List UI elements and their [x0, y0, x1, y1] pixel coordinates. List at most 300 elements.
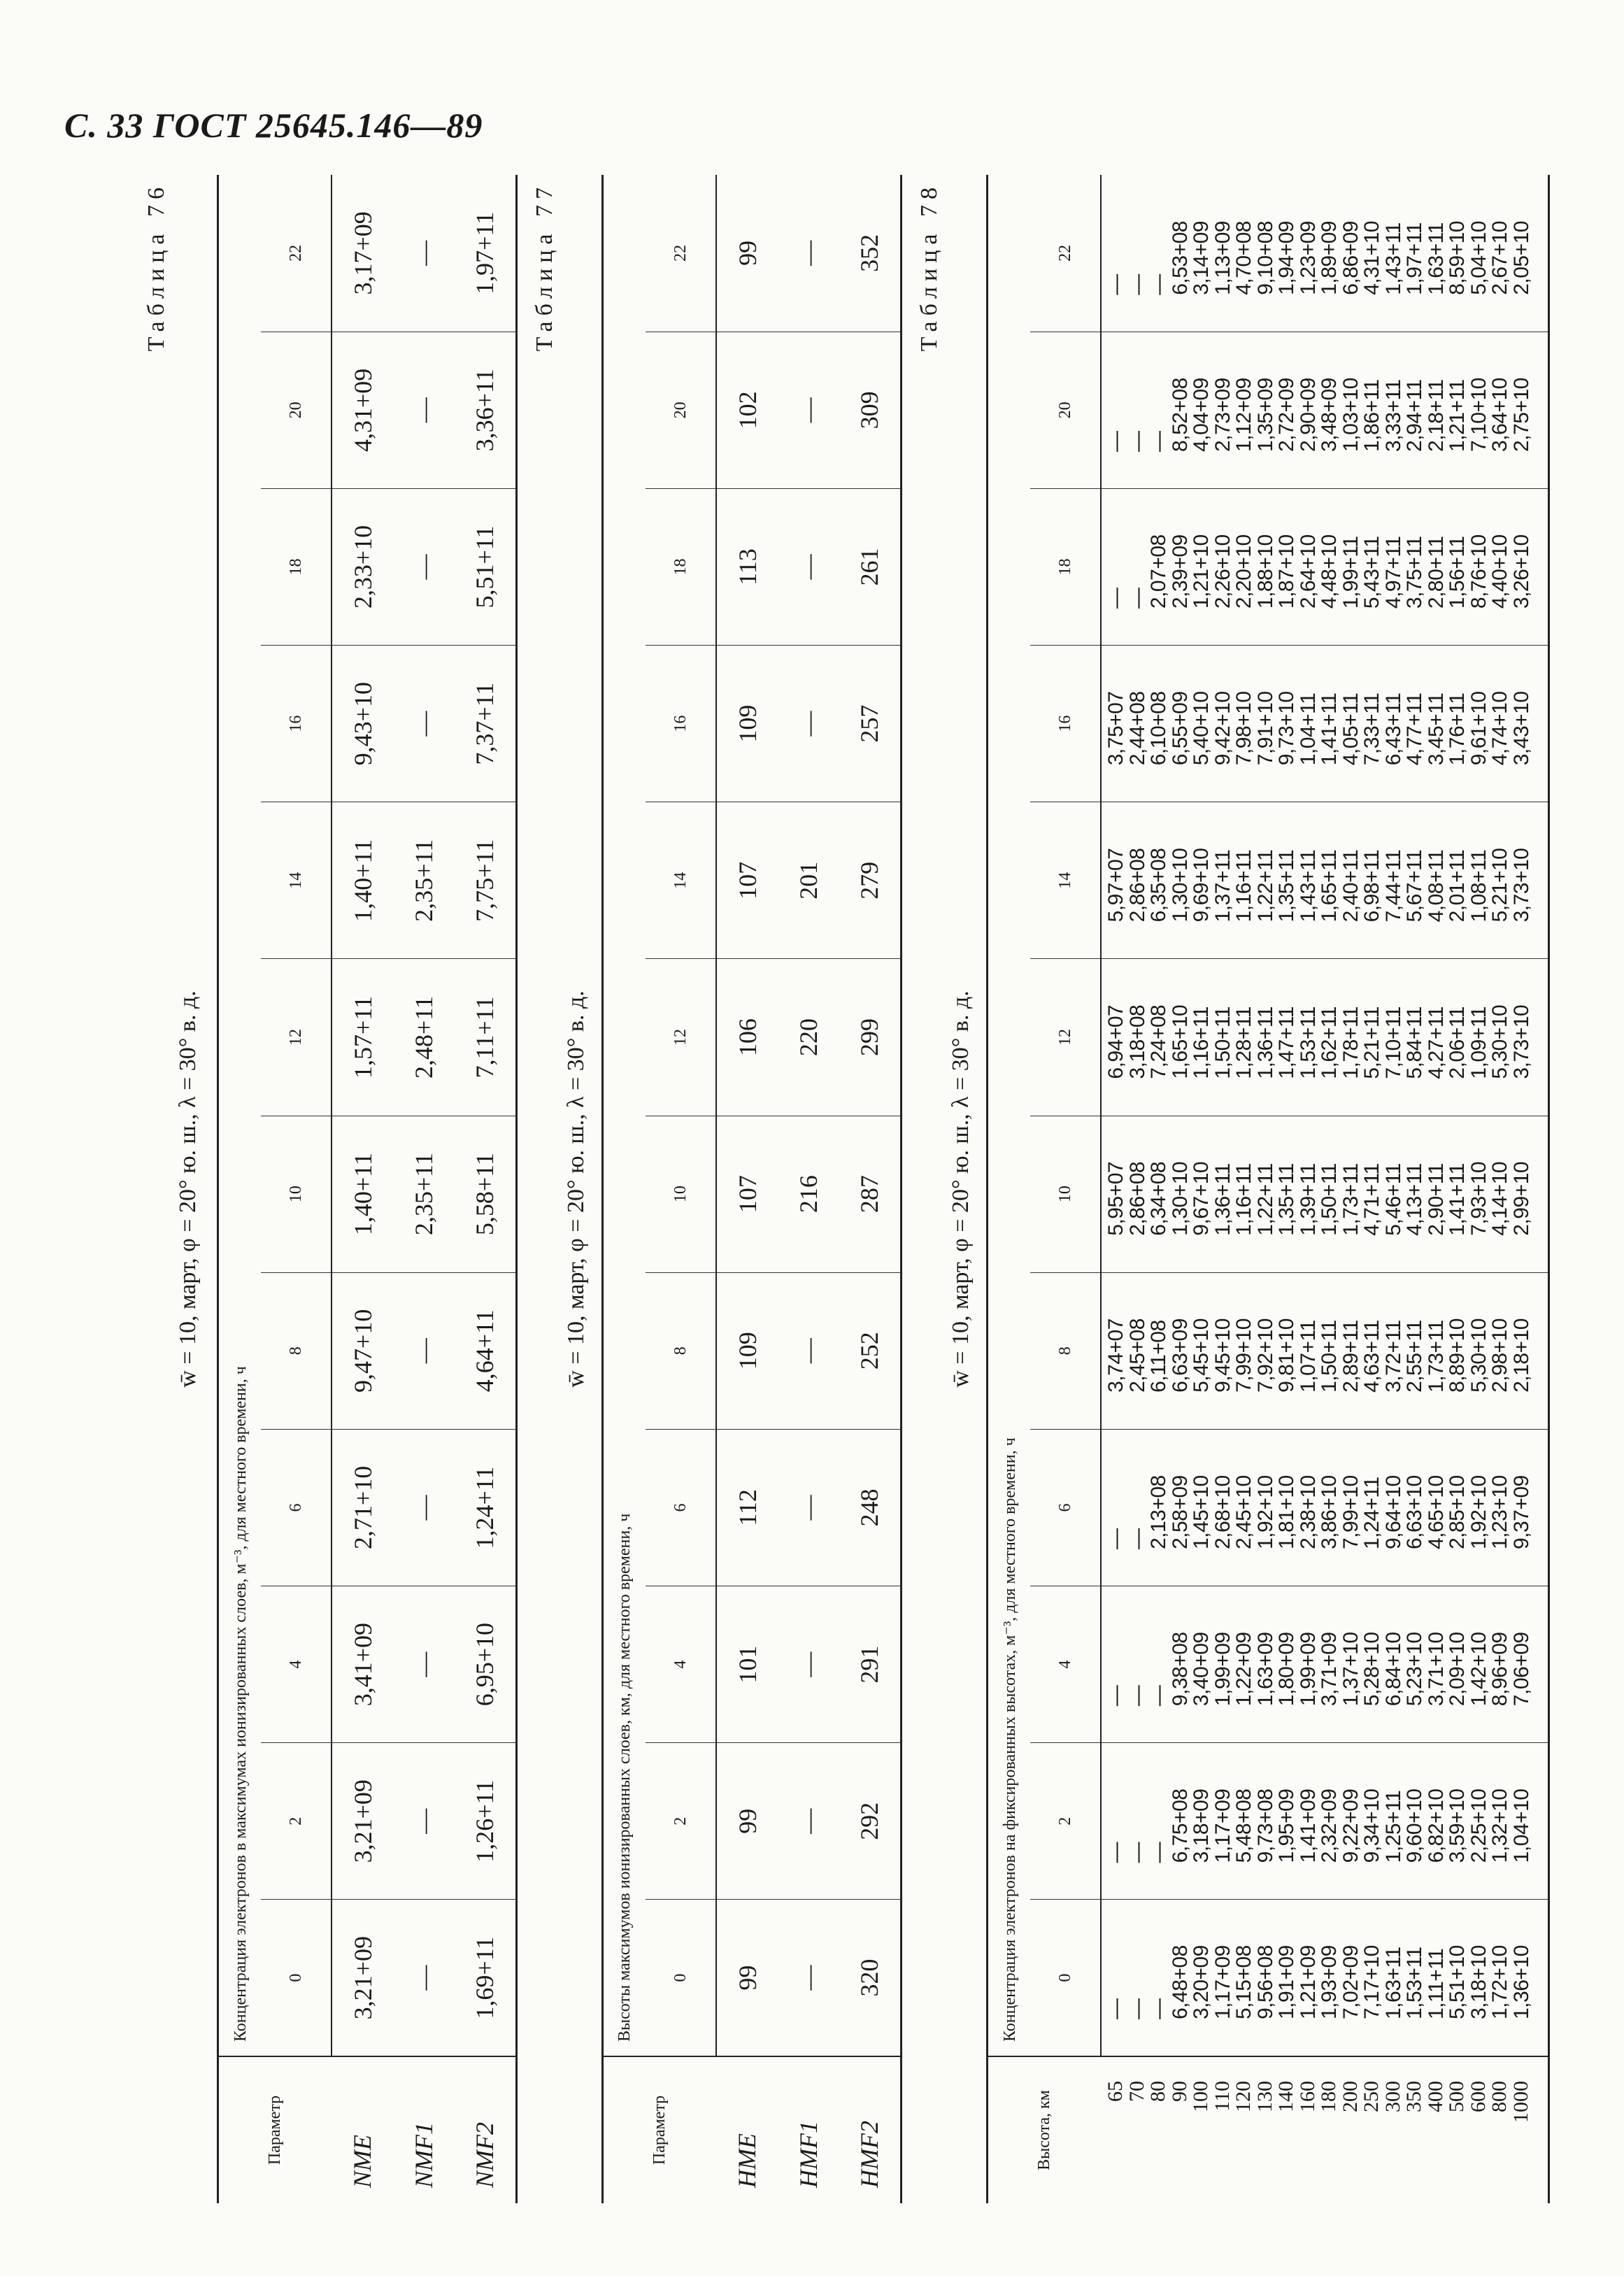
table-cell: 7,37+11	[455, 646, 516, 802]
table-cell: —	[778, 488, 839, 645]
table-cell: 6,34+08	[1147, 1161, 1170, 1236]
table-cell: 2,32+09	[1318, 1788, 1341, 1863]
table-cell: —	[778, 1429, 839, 1586]
table-cell: 1,36+10	[1509, 1945, 1533, 2019]
table-cell: 1,47+11	[1275, 1007, 1298, 1079]
table-cell: —	[393, 1900, 455, 2056]
table-cell: 1,11+11	[1424, 1948, 1448, 2019]
table-cell: 1,41+11	[1318, 692, 1341, 766]
table-row	[778, 175, 839, 2203]
row-label: HMF1	[778, 2056, 839, 2203]
table-cell: 113	[716, 488, 778, 645]
table-cell: 4,05+11	[1339, 692, 1362, 766]
table-cell: 7,92+10	[1253, 1318, 1277, 1393]
table-cell: 1,41+11	[1446, 1163, 1469, 1236]
table-cell: 1,92+10	[1253, 1475, 1277, 1550]
table-cell: 5,21+10	[1488, 848, 1511, 923]
page-header: С. 33 ГОСТ 25645.146—89	[64, 106, 483, 145]
table-cell: 7,91+10	[1253, 691, 1277, 766]
hour-header: 12	[646, 959, 716, 1116]
table-77-label: Таблица 77	[532, 182, 557, 352]
table-cell: 1,04+10	[1509, 1788, 1533, 1863]
table-cell: 6,63+09	[1168, 1318, 1192, 1393]
hour-header: 6	[1030, 1429, 1101, 1586]
hour-header: 4	[646, 1586, 716, 1743]
table-cell: 2,90+09	[1296, 378, 1320, 452]
table-cell: —	[778, 332, 839, 488]
table-cell: 6,63+10	[1403, 1475, 1426, 1550]
table-cell: 1,76+11	[1446, 692, 1469, 766]
hour-header: 16	[1030, 646, 1101, 802]
table-cell: —	[1147, 1685, 1170, 1707]
table-cell: —	[393, 1272, 455, 1429]
table-cell: 4,13+11	[1403, 1163, 1426, 1236]
table-cell: 1,30+10	[1168, 848, 1192, 923]
table-cell: —	[1125, 1842, 1149, 1863]
table-cell: 2,75+10	[1509, 378, 1533, 452]
table-cell: —	[393, 1586, 455, 1743]
table-cell: 6,10+08	[1147, 691, 1170, 766]
table-cell: 3,75+07	[1104, 691, 1127, 766]
hour-column	[1101, 802, 1548, 959]
table-cell: 2,99+10	[1509, 1161, 1533, 1236]
table-cell: 6,43+11	[1381, 692, 1405, 766]
table-cell: 4,08+11	[1424, 849, 1448, 923]
row-label: NMF1	[393, 2056, 455, 2203]
table-cell: 2,07+08	[1147, 534, 1170, 609]
table-cell: 1,23+10	[1488, 1475, 1511, 1550]
table-cell: 112	[716, 1429, 778, 1586]
table-cell: 2,18+11	[1424, 379, 1448, 452]
table-cell: 1,97+11	[1403, 222, 1426, 295]
table-cell: 5,04+10	[1467, 221, 1490, 295]
table-cell: —	[393, 332, 455, 488]
table-cell: 7,02+09	[1339, 1945, 1362, 2019]
table-cell: 2,86+08	[1125, 848, 1149, 923]
table-76-caption: w̄ = 10, март, φ = 20° ю. ш., λ = 30° в. д.	[175, 990, 201, 1388]
table-cell: 1,80+09	[1275, 1632, 1298, 1707]
table-cell: —	[1125, 1998, 1149, 2019]
table-cell: 320	[839, 1900, 901, 2056]
hour-header: 16	[646, 646, 716, 802]
table-cell: —	[1104, 1998, 1127, 2019]
table-cell: 5,45+10	[1190, 1318, 1213, 1393]
table-cell: 1,22+09	[1232, 1632, 1255, 1707]
table-cell: 5,95+07	[1104, 1161, 1127, 1236]
row-label: HME	[716, 2056, 778, 2203]
table-cell: 3,18+10	[1467, 1945, 1490, 2019]
table-cell: 5,15+08	[1232, 1945, 1255, 2019]
table-cell: 1,12+09	[1232, 378, 1255, 452]
table-cell: 2,01+11	[1446, 849, 1469, 923]
hour-column	[1101, 175, 1548, 332]
table-cell: 3,74+07	[1104, 1318, 1127, 1393]
altitude-value: 400	[1423, 2081, 1447, 2112]
hour-header: 14	[261, 802, 332, 959]
table-cell: —	[1147, 431, 1170, 452]
hour-header: 6	[261, 1429, 332, 1586]
table-row	[1101, 175, 1548, 2203]
table-cell: 2,85+10	[1446, 1475, 1469, 1550]
table-cell: 1,45+10	[1190, 1475, 1213, 1550]
table-cell: 9,22+09	[1339, 1788, 1362, 1863]
table-cell: 5,58+11	[455, 1116, 516, 1272]
table-cell: 1,88+10	[1253, 534, 1277, 609]
hour-header: 10	[261, 1116, 332, 1272]
table-78-label: Таблица 78	[916, 182, 942, 352]
param-header: Параметр	[218, 2056, 332, 2203]
table-cell: 1,73+11	[1339, 1163, 1362, 1236]
table-cell: —	[778, 1586, 839, 1743]
table-cell: 1,22+11	[1253, 849, 1277, 923]
table-cell: 1,69+11	[455, 1900, 516, 2056]
altitude-value: 200	[1338, 2081, 1362, 2112]
hour-header: 14	[1030, 802, 1101, 959]
table-cell: 1,23+09	[1296, 221, 1320, 295]
table-cell: 101	[716, 1586, 778, 1743]
table-cell: 107	[716, 802, 778, 959]
hour-header: 10	[646, 1116, 716, 1272]
table-cell: 9,43+10	[332, 646, 393, 802]
table-cell: 309	[839, 332, 901, 488]
altitude-value: 1000	[1509, 2081, 1532, 2123]
table-cell: 3,73+10	[1509, 1004, 1533, 1079]
table-cell: —	[1104, 1685, 1127, 1707]
table-cell: 3,21+09	[332, 1900, 393, 2056]
table-cell: 2,73+09	[1211, 378, 1234, 452]
table-cell: 8,76+10	[1467, 534, 1490, 609]
table-row	[455, 175, 516, 2203]
table-cell: 4,77+11	[1403, 692, 1426, 766]
table-row	[839, 175, 901, 2203]
table-cell: —	[1125, 274, 1149, 295]
table-cell: 2,33+10	[332, 488, 393, 645]
table-cell: 2,86+08	[1125, 1161, 1149, 1236]
table-cell: 1,17+09	[1211, 1945, 1234, 2019]
table-cell: 3,72+11	[1381, 1320, 1405, 1393]
altitude-value: 100	[1189, 2081, 1212, 2112]
hours-row	[1030, 175, 1101, 2203]
table-cell: 4,64+11	[455, 1272, 516, 1429]
table-cell: 1,42+10	[1467, 1632, 1490, 1707]
table-cell: 1,25+11	[1381, 1790, 1405, 1863]
hour-column	[1101, 1743, 1548, 1900]
table-77-block	[532, 175, 944, 2203]
table-cell: —	[1104, 1842, 1127, 1863]
rotated-content	[119, 175, 1553, 2203]
table-cell: 2,71+10	[332, 1429, 393, 1586]
altitude-value: 500	[1445, 2081, 1468, 2112]
altitude-value: 300	[1381, 2081, 1404, 2112]
table-cell: —	[778, 1272, 839, 1429]
table-cell: 1,08+11	[1467, 849, 1490, 923]
altitude-value: 600	[1466, 2081, 1490, 2112]
table-cell: 1,43+11	[1381, 222, 1405, 295]
table-cell: 2,20+10	[1232, 534, 1255, 609]
table-cell: 3,14+09	[1190, 221, 1213, 295]
hour-header: 20	[1030, 332, 1101, 488]
table-cell: 1,89+09	[1318, 221, 1341, 295]
table-cell: 1,16+11	[1232, 849, 1255, 923]
table-cell: 1,53+11	[1296, 1007, 1320, 1079]
table-cell: 248	[839, 1429, 901, 1586]
table-cell: 1,93+09	[1318, 1945, 1341, 2019]
table-cell: 2,05+10	[1509, 221, 1533, 295]
table-cell: 2,35+11	[393, 802, 455, 959]
table-cell: 2,89+11	[1339, 1320, 1362, 1393]
table-cell: 5,84+11	[1403, 1007, 1426, 1079]
row-label: NMF2	[455, 2056, 516, 2203]
altitude-value: 160	[1295, 2081, 1319, 2112]
table-cell: 1,92+10	[1467, 1475, 1490, 1550]
table-cell: 8,96+09	[1488, 1632, 1511, 1707]
table-cell: 1,40+11	[332, 1116, 393, 1272]
table-cell: 9,73+08	[1253, 1788, 1277, 1863]
table-row	[393, 175, 455, 2203]
table-cell: 4,31+09	[332, 332, 393, 488]
hour-column	[1101, 1429, 1548, 1586]
hour-column	[1101, 1586, 1548, 1743]
hour-column	[1101, 1272, 1548, 1429]
hour-header: 6	[646, 1429, 716, 1586]
hour-header: 2	[261, 1743, 332, 1900]
table-cell: 7,10+10	[1467, 378, 1490, 452]
table-cell: 1,22+11	[1253, 1163, 1277, 1236]
table-cell: 6,98+11	[1360, 849, 1383, 923]
table-cell: 2,25+10	[1467, 1788, 1490, 1863]
hour-header: 22	[1030, 175, 1101, 332]
table-cell: 1,50+11	[1211, 1007, 1234, 1079]
table-cell: —	[778, 1900, 839, 2056]
table-cell: 99	[733, 240, 762, 266]
hour-header: 20	[646, 332, 716, 488]
table-78-block	[916, 175, 1553, 2203]
table-cell: 3,64+10	[1488, 378, 1511, 452]
table-cell: 8,52+08	[1168, 378, 1192, 452]
table-cell: 2,35+11	[393, 1116, 455, 1272]
table-cell: 2,58+09	[1168, 1475, 1192, 1550]
table-cell: —	[778, 1743, 839, 1900]
table-cell: 3,21+09	[332, 1743, 393, 1900]
hour-header: 22	[646, 175, 716, 332]
table-cell: 109	[716, 1272, 778, 1429]
table-cell: —	[1104, 274, 1127, 295]
altitude-value: 250	[1360, 2081, 1383, 2112]
table-cell: —	[1125, 431, 1149, 452]
table-cell: 9,42+10	[1211, 691, 1234, 766]
table-cell: 6,94+07	[1104, 1004, 1127, 1079]
hour-header: 0	[261, 1900, 332, 2056]
table-cell: 5,21+11	[1360, 1007, 1383, 1079]
table-76-block	[143, 175, 539, 2203]
hour-header: 8	[646, 1272, 716, 1429]
hour-header: 18	[1030, 488, 1101, 645]
altitude-value: 140	[1274, 2081, 1297, 2112]
table-cell: 4,48+10	[1318, 534, 1341, 609]
table-cell: 9,45+10	[1211, 1318, 1234, 1393]
table-cell: 2,39+09	[1168, 534, 1192, 609]
table-cell: 2,38+10	[1296, 1475, 1320, 1550]
table-cell: —	[393, 1429, 455, 1586]
table-cell: 201	[778, 802, 839, 959]
table-cell: —	[1147, 274, 1170, 295]
hour-header: 16	[261, 646, 332, 802]
table-cell: 3,17+09	[348, 211, 377, 295]
table-cell: 2,68+10	[1211, 1475, 1234, 1550]
altitude-value: 90	[1167, 2081, 1191, 2102]
table-cell: 7,99+10	[1232, 1318, 1255, 1393]
table-cell: 7,10+11	[1381, 1007, 1405, 1079]
table-cell: —	[1104, 431, 1127, 452]
table-cell: 1,04+11	[1296, 692, 1320, 766]
table-cell: 6,11+08	[1147, 1320, 1170, 1393]
table-cell: —	[795, 240, 822, 266]
table-cell: 1,73+11	[1424, 1320, 1448, 1393]
table-cell: 9,34+10	[1360, 1788, 1383, 1863]
table-cell: 107	[716, 1116, 778, 1272]
table-cell: 1,72+10	[1488, 1945, 1511, 2019]
table-cell: 7,24+08	[1147, 1004, 1170, 1079]
hour-header: 18	[261, 488, 332, 645]
hour-column	[1101, 1116, 1548, 1272]
table-cell: 1,63+11	[1424, 222, 1448, 295]
table-cell: 1,87+10	[1275, 534, 1298, 609]
altitude-value: 110	[1210, 2081, 1234, 2112]
hour-header: 14	[646, 802, 716, 959]
table-cell: 1,63+09	[1253, 1632, 1277, 1707]
table-cell: —	[393, 488, 455, 645]
altitude-value: 70	[1125, 2081, 1148, 2102]
table-cell: 5,43+11	[1360, 536, 1383, 609]
table-cell: 9,67+10	[1190, 1161, 1213, 1236]
table-cell: 99	[716, 1900, 778, 2056]
table-cell: 9,61+10	[1467, 691, 1490, 766]
table-78-caption: w̄ = 10, март, φ = 20° ю. ш., λ = 30° в. д.	[948, 990, 974, 1388]
table-cell: 1,99+09	[1211, 1632, 1234, 1707]
table-cell: 4,14+10	[1488, 1161, 1511, 1236]
table-cell: 261	[839, 488, 901, 645]
table-cell: 2,80+11	[1424, 536, 1448, 609]
table-cell: 4,31+10	[1360, 221, 1383, 295]
table-cell: 1,78+11	[1339, 1007, 1362, 1079]
table-cell: 3,59+10	[1446, 1788, 1469, 1863]
table-cell: 2,94+11	[1403, 379, 1426, 452]
table-cell: 1,43+11	[1296, 849, 1320, 923]
table-cell: 4,71+11	[1360, 1163, 1383, 1236]
table-cell: —	[1125, 588, 1149, 609]
table-cell: 2,55+11	[1403, 1320, 1426, 1393]
table-cell: 1,56+11	[1446, 536, 1469, 609]
table-cell: 252	[839, 1272, 901, 1429]
table-cell: 352	[839, 175, 901, 332]
hour-column	[1101, 646, 1548, 802]
table-cell: 5,30+10	[1467, 1318, 1490, 1393]
table-cell: 9,10+08	[1253, 221, 1277, 295]
table-cell: 2,09+10	[1446, 1632, 1469, 1707]
table-cell: 1,30+10	[1168, 1161, 1192, 1236]
table-cell: —	[393, 646, 455, 802]
hour-header: 0	[646, 1900, 716, 2056]
table-cell: 3,40+09	[1190, 1632, 1213, 1707]
hour-header: 2	[1030, 1743, 1101, 1900]
table-cell: 7,06+09	[1509, 1632, 1533, 1707]
table-cell: 1,91+09	[1275, 1945, 1298, 2019]
table-cell: 1,37+10	[1339, 1632, 1362, 1707]
table-78-subcaption: Концентрация электронов на фиксированных высотах, м⁻³, для местного времени, ч	[988, 175, 1031, 2056]
param-header: Параметр	[603, 2056, 717, 2203]
table-cell: 4,70+08	[1232, 221, 1255, 295]
table-cell: 3,18+08	[1125, 1004, 1149, 1079]
table-cell: 1,24+11	[1360, 1477, 1383, 1550]
table-cell: 257	[839, 646, 901, 802]
table-cell: 6,75+08	[1168, 1788, 1192, 1863]
table-cell: 2,18+10	[1509, 1318, 1533, 1393]
altitude-value: 80	[1146, 2081, 1169, 2102]
table-cell: 6,95+10	[455, 1586, 516, 1743]
table-cell: 109	[716, 646, 778, 802]
table-77-subcaption: Высоты максимумов ионизированных слоев, км, для местного времени, ч	[603, 175, 646, 2056]
table-cell: 1,57+11	[332, 959, 393, 1116]
table-cell: 106	[716, 959, 778, 1116]
table-cell: 1,37+11	[1211, 849, 1234, 923]
table-cell: —	[1104, 1528, 1127, 1550]
table-cell: 2,45+08	[1125, 1318, 1149, 1393]
table-cell: 5,97+07	[1104, 848, 1127, 923]
altitude-value: 350	[1402, 2081, 1425, 2112]
table-cell: 3,33+11	[1381, 379, 1405, 452]
table-cell: 1,40+11	[332, 802, 393, 959]
table-cell: 3,71+10	[1424, 1632, 1448, 1707]
table-cell: 5,48+08	[1232, 1788, 1255, 1863]
table-cell: 1,94+09	[1275, 221, 1298, 295]
table-cell: 5,51+10	[1446, 1945, 1469, 2019]
table-cell: 216	[778, 1116, 839, 1272]
table-cell: 6,86+09	[1339, 221, 1362, 295]
altitude-column	[1101, 2056, 1548, 2203]
table-cell: 1,63+11	[1381, 1947, 1405, 2019]
hour-column	[1101, 332, 1548, 488]
table-cell: 1,21+11	[1446, 379, 1469, 452]
table-cell: 1,99+09	[1296, 1632, 1320, 1707]
table-cell: 2,72+09	[1275, 378, 1298, 452]
table-cell: 2,13+08	[1147, 1475, 1170, 1550]
table-cell: 7,93+10	[1467, 1161, 1490, 1236]
table-cell: 7,11+11	[455, 959, 516, 1116]
table-cell: 1,32+10	[1488, 1788, 1511, 1863]
table-cell: 3,75+11	[1403, 536, 1426, 609]
table-cell: 1,17+09	[1211, 1788, 1234, 1863]
table-cell: 9,69+10	[1190, 848, 1213, 923]
table-row	[716, 175, 778, 2203]
table-cell: 4,27+11	[1424, 1007, 1448, 1079]
table-cell: 4,40+10	[1488, 534, 1511, 609]
table-cell: 1,35+09	[1253, 378, 1277, 452]
table-cell: 7,17+10	[1360, 1945, 1383, 2019]
altitude-value: 180	[1317, 2081, 1340, 2112]
row-label: HMF2	[839, 2056, 901, 2203]
altitude-value: 800	[1488, 2081, 1511, 2112]
table-cell: 1,16+11	[1190, 1007, 1213, 1079]
hour-column	[1101, 1900, 1548, 2056]
table-cell: 9,38+08	[1168, 1632, 1192, 1707]
table-cell: 5,51+11	[455, 488, 516, 645]
table-cell: 9,56+08	[1253, 1945, 1277, 2019]
table-cell: 1,53+11	[1403, 1947, 1426, 2019]
table-cell: —	[1147, 1842, 1170, 1863]
table-cell: 1,86+11	[1360, 379, 1383, 452]
table-cell: 1,21+10	[1190, 534, 1213, 609]
table-cell: 9,60+10	[1403, 1788, 1426, 1863]
